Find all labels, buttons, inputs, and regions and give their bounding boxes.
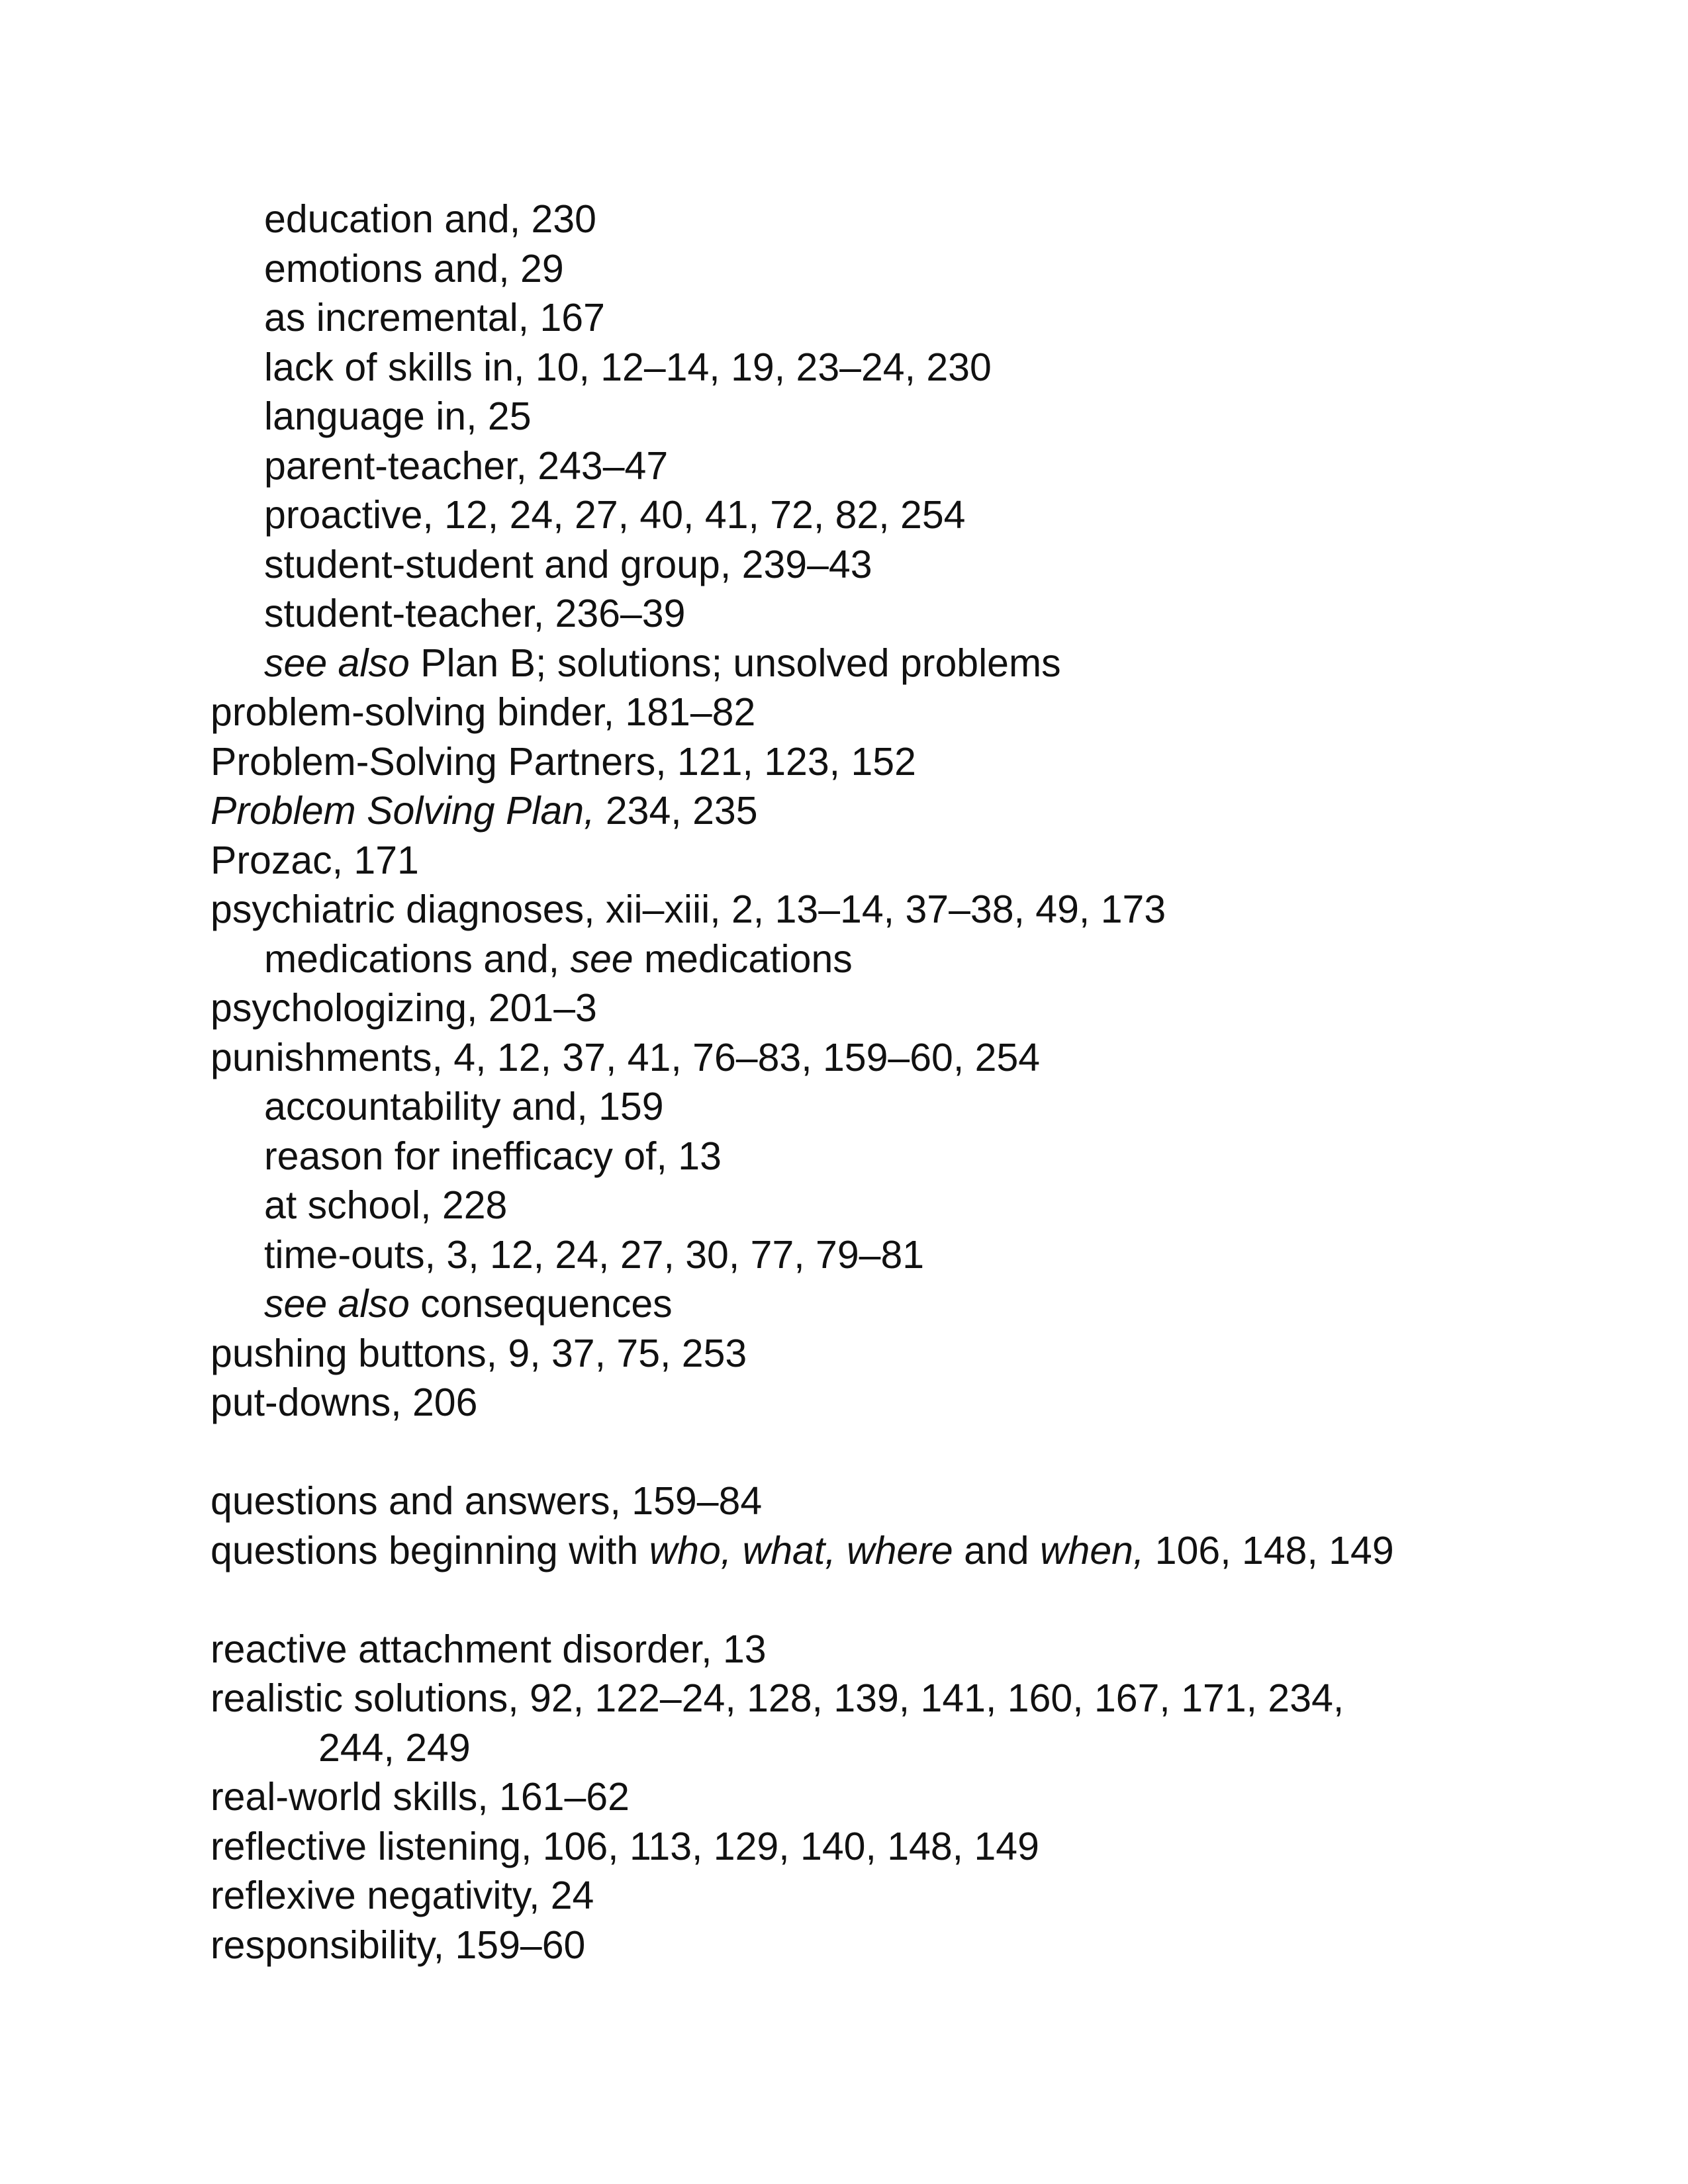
index-text: language in, 25 (264, 394, 532, 438)
index-text: put-downs, 206 (211, 1381, 478, 1424)
index-italic-text: see also (264, 1282, 410, 1326)
index-subentry (211, 244, 1534, 294)
index-text: pushing buttons, 9, 37, 75, 253 (211, 1331, 747, 1375)
index-subentry (211, 490, 1534, 540)
index-text: problem-solving binder, 181–82 (211, 690, 756, 734)
index-entry (211, 1674, 1534, 1723)
index-subentry (211, 934, 1534, 984)
index-text: time-outs, 3, 12, 24, 27, 30, 77, 79–81 (264, 1232, 925, 1277)
index-text: reflective listening, 106, 113, 129, 140, 148, 149 (211, 1824, 1039, 1868)
index-entries (211, 195, 1534, 1970)
index-subentry (211, 1279, 1534, 1329)
index-subentry (211, 1723, 1534, 1773)
index-italic-text: see (570, 936, 633, 981)
index-entry (211, 1033, 1534, 1083)
index-subentry (211, 639, 1534, 688)
index-text: proactive, 12, 24, 27, 40, 41, 72, 82, 254 (264, 493, 966, 537)
index-text: real-world skills, 161–62 (211, 1775, 630, 1819)
index-text: questions and answers, 159–84 (211, 1479, 763, 1523)
index-text: as incremental, 167 (264, 296, 605, 340)
index-text: questions beginning with (211, 1528, 649, 1572)
index-text: punishments, 4, 12, 37, 41, 76–83, 159–60, 254 (211, 1035, 1041, 1079)
section-gap (211, 1428, 1534, 1477)
index-subentry (211, 1132, 1534, 1181)
index-text: education and, 230 (264, 197, 596, 241)
index-entry (211, 1378, 1534, 1428)
index-entry (211, 1329, 1534, 1379)
index-text: reason for inefficacy of, 13 (264, 1134, 722, 1178)
index-subentry (211, 392, 1534, 441)
index-entry (211, 1625, 1534, 1674)
index-text: reactive attachment disorder, 13 (211, 1627, 767, 1671)
index-italic-text: see also (264, 641, 410, 685)
index-entry (211, 1477, 1534, 1526)
index-text: consequences (409, 1282, 673, 1326)
index-entry (211, 737, 1534, 787)
index-text: lack of skills in, 10, 12–14, 19, 23–24, 230 (264, 345, 992, 389)
index-text: psychologizing, 201–3 (211, 986, 597, 1030)
index-subentry (211, 441, 1534, 491)
index-text: realistic solutions, 92, 122–24, 128, 139, 141, 160, 167, 171, 234, (211, 1676, 1344, 1720)
section-gap (211, 1575, 1534, 1625)
index-text: 234, 235 (594, 789, 758, 833)
index-subentry (211, 195, 1534, 244)
index-text: Plan B; solutions; unsolved problems (409, 641, 1061, 685)
index-subentry (211, 293, 1534, 343)
index-text: 106, 148, 149 (1144, 1528, 1394, 1572)
index-text: and (953, 1528, 1040, 1572)
index-entry (211, 983, 1534, 1033)
index-subentry (211, 589, 1534, 639)
index-entry (211, 1772, 1534, 1822)
index-italic-text: who, what, where (649, 1528, 953, 1572)
index-text: student-student and group, 239–43 (264, 542, 872, 586)
index-text: Prozac, 171 (211, 838, 419, 882)
index-italic-text: when, (1039, 1528, 1145, 1572)
index-text: accountability and, 159 (264, 1085, 664, 1128)
index-text: Problem-Solving Partners, 121, 123, 152 (211, 739, 916, 784)
index-italic-text: Problem Solving Plan, (211, 789, 595, 833)
index-text: medications (633, 936, 853, 981)
index-entry (211, 836, 1534, 886)
index-entry (211, 1526, 1534, 1576)
index-text: student-teacher, 236–39 (264, 592, 686, 635)
index-subentry (211, 540, 1534, 590)
index-entry (211, 1822, 1534, 1872)
index-subentry (211, 1230, 1534, 1280)
index-entry (211, 1921, 1534, 1970)
index-text: parent-teacher, 243–47 (264, 443, 669, 488)
index-entry (211, 1871, 1534, 1921)
index-entry (211, 786, 1534, 836)
index-text: psychiatric diagnoses, xii–xiii, 2, 13–14, 37–38, 49, 173 (211, 887, 1166, 931)
index-text: responsibility, 159–60 (211, 1923, 586, 1967)
index-subentry (211, 343, 1534, 392)
index-entry (211, 885, 1534, 934)
index-subentry (211, 1082, 1534, 1132)
index-text: medications and, (264, 936, 571, 981)
index-text: 244, 249 (318, 1725, 471, 1770)
index-entry (211, 688, 1534, 737)
index-text: at school, 228 (264, 1183, 508, 1227)
index-subentry (211, 1181, 1534, 1230)
index-text: reflexive negativity, 24 (211, 1874, 594, 1917)
index-text: emotions and, 29 (264, 246, 564, 291)
